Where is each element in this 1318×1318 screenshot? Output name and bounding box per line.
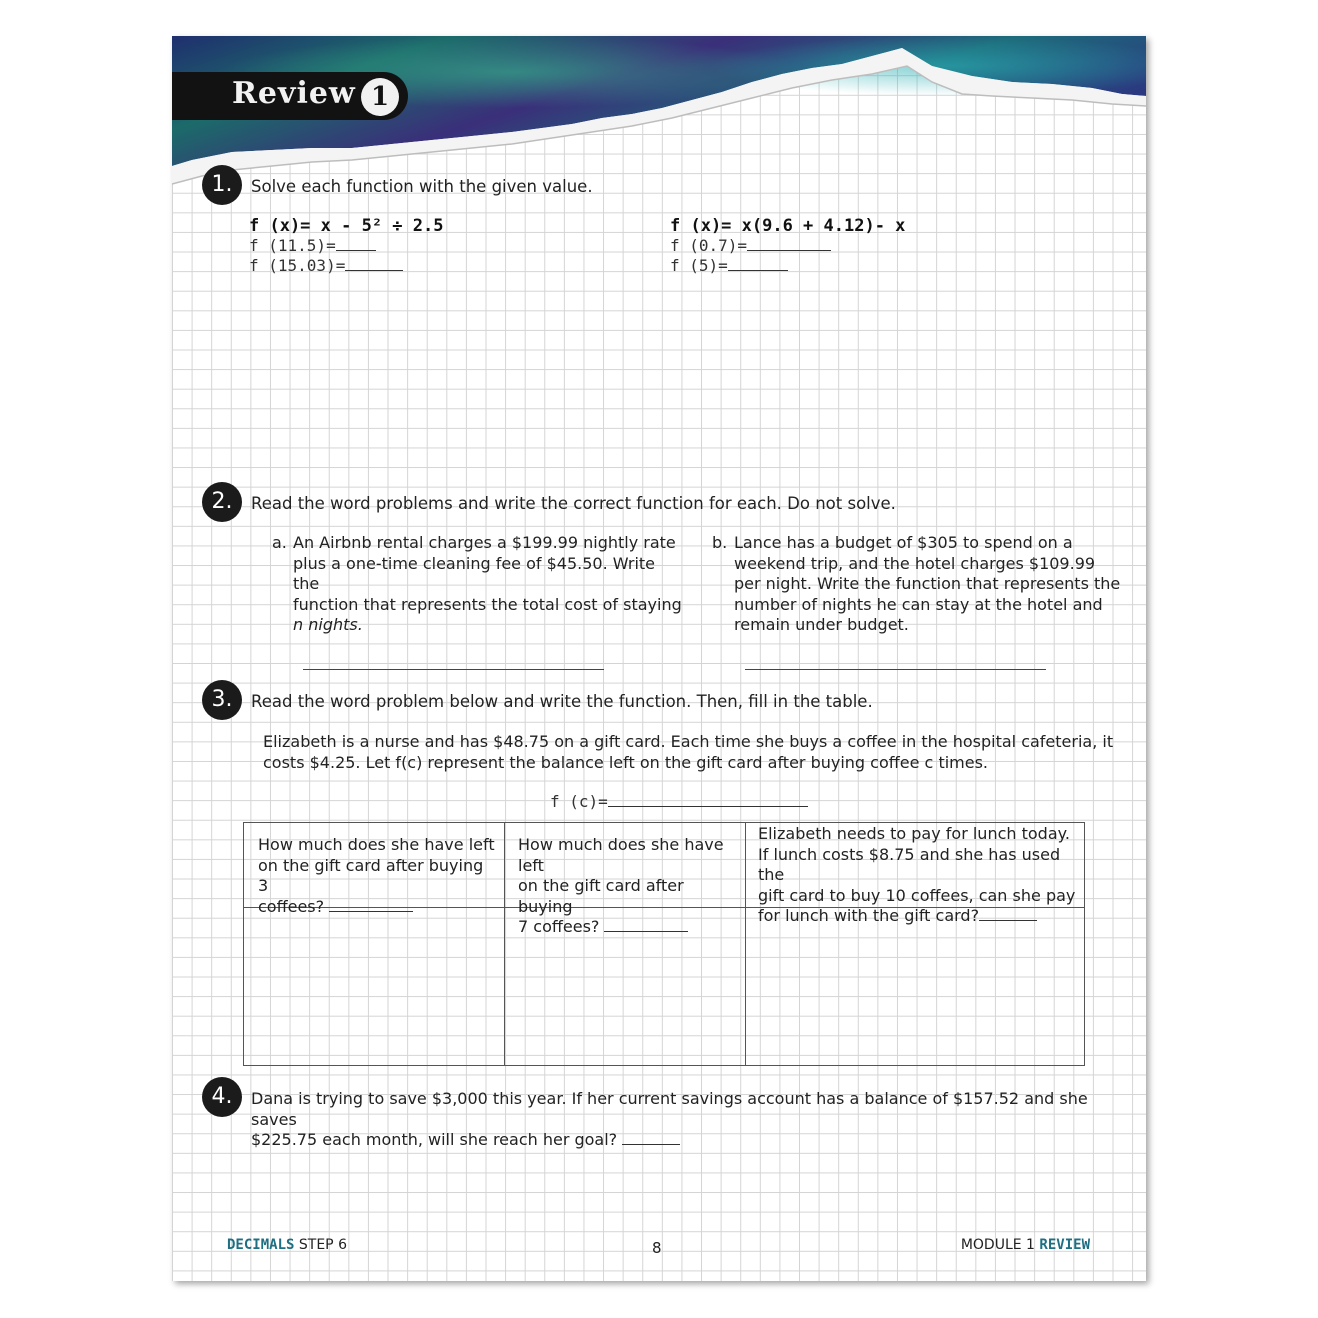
q4-problem: Dana is trying to save $3,000 this year. If her current savings account has a balance of $157.52 and she saves $225.75 each month, will she reach her goal? [251, 1089, 1088, 1150]
q2-b-label: b. [712, 533, 728, 552]
q2-a-problem: An Airbnb rental charges a $199.99 nightly rate plus a one-time cleaning fee of $45.50. Write the function that represents the total cost of staying n nights. [293, 533, 682, 635]
review-number-badge: 1 [361, 78, 399, 116]
table-header-cell-3: Elizabeth needs to pay for lunch today. If lunch costs $8.75 and she has used the gift card to buy 10 coffees, can she pay for lunch with the gift card? [758, 824, 1076, 925]
q2-b-answer-line [745, 669, 1046, 670]
q3-function-line: f (c)= [550, 792, 808, 811]
question-4-badge: 4. [202, 1077, 242, 1117]
q1-left-line-2: f (15.03)= [249, 256, 403, 275]
table-header-cell-1: How much does she have left on the gift card after buying 3 coffees? [258, 835, 495, 916]
table-answer-cell-3[interactable] [746, 909, 1084, 1065]
question-2-badge: 2. [202, 482, 242, 522]
table-header-cell-2: How much does she have left on the gift card after buying 7 coffees? [518, 835, 724, 936]
table-answer-cell-2[interactable] [505, 909, 745, 1065]
q1-right-line-1: f (0.7)= [670, 236, 831, 255]
q1-right-line-2: f (5)= [670, 256, 788, 275]
page-title: Review [232, 76, 356, 111]
q1-left-line-1: f (11.5)= [249, 236, 376, 255]
q1-right-function: f (x)= x(9.6 + 4.12)- x [670, 216, 906, 236]
page-number: 8 [652, 1239, 662, 1257]
question-2-instruction: Read the word problems and write the correct function for each. Do not solve. [251, 494, 896, 513]
question-3-badge: 3. [202, 680, 242, 720]
footer-module: MODULE 1 REVIEW [960, 1237, 1090, 1253]
q2-a-label: a. [272, 533, 287, 552]
question-3-instruction: Read the word problem below and write the function. Then, fill in the table. [251, 692, 873, 711]
q3-table [243, 822, 1085, 1066]
footer-course: DECIMALS STEP 6 [227, 1237, 347, 1253]
question-1-instruction: Solve each function with the given value. [251, 177, 593, 196]
question-1-badge: 1. [202, 165, 242, 205]
q2-a-answer-line [303, 669, 604, 670]
worksheet-page [172, 36, 1146, 1281]
q2-b-problem: Lance has a budget of $305 to spend on a weekend trip, and the hotel charges $109.99 per night. Write the function that represents the number of nights he can stay at the hotel and remain under budget. [734, 533, 1121, 635]
q1-left-function: f (x)= x - 5² ÷ 2.5 [249, 216, 444, 236]
q3-problem: Elizabeth is a nurse and has $48.75 on a gift card. Each time she buys a coffee in the hospital cafeteria, it costs $4.25. Let f(c) represent the balance left on the gift card after buying coffee c times. [263, 732, 1114, 772]
table-answer-cell-1[interactable] [244, 909, 504, 1065]
